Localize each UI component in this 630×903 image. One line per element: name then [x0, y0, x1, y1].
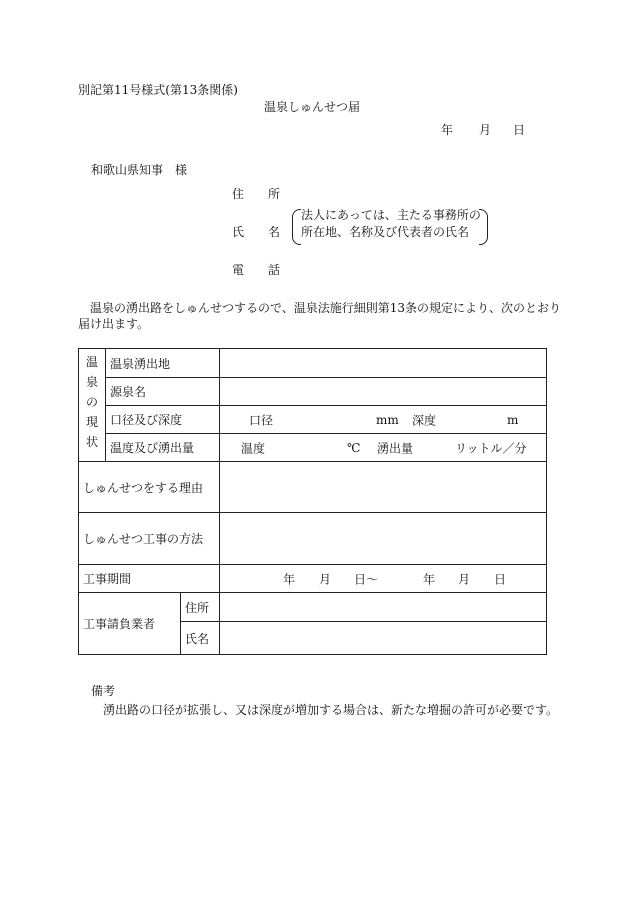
form-title: 温泉しゅんせつ届 — [264, 100, 361, 114]
contractor-label: 工事請負業者 — [79, 593, 181, 655]
body-text-line-1: 温泉の湧出路をしゅんせつするので、温泉法施行細則第13条の規定により、次のとおり — [78, 301, 562, 315]
period-label: 工事期間 — [79, 565, 220, 593]
applicant-name-note-2: 所在地、名称及び代表者の氏名 — [301, 225, 470, 239]
table-row — [79, 349, 547, 378]
section-label-char: の — [85, 395, 98, 409]
applicant-name-label: 氏 名 — [232, 225, 281, 239]
flow-unit: リットル／分 — [455, 441, 527, 455]
date-month-label: 月 — [479, 123, 492, 137]
celsius-unit: ℃ — [347, 440, 361, 455]
m-unit: m — [507, 412, 519, 427]
table-row — [79, 462, 547, 513]
section-label-char: 現 — [85, 415, 98, 429]
contractor-name-label: 氏名 — [181, 622, 220, 655]
table-row — [79, 434, 547, 462]
table-row — [79, 593, 547, 622]
table-row — [79, 406, 547, 434]
period-start-month: 月 — [319, 572, 332, 586]
diameter-label: 口径 — [249, 413, 274, 427]
date-year-label: 年 — [441, 123, 454, 137]
flow-label: 湧出量 — [377, 441, 414, 455]
applicant-phone-label: 電 話 — [232, 263, 281, 277]
temperature-label: 温度 — [241, 441, 266, 455]
period-end-year: 年 — [423, 572, 436, 586]
contractor-address-field[interactable] — [220, 593, 547, 622]
depth-label: 深度 — [412, 413, 437, 427]
table-row — [79, 513, 547, 565]
section-label-vertical — [79, 349, 106, 462]
section-label-char: 温 — [85, 355, 98, 369]
period-end-month: 月 — [458, 572, 471, 586]
location-label: 温泉湧出地 — [106, 349, 220, 378]
diameter-depth-label: 口径及び深度 — [106, 406, 220, 434]
section-label-char: 状 — [85, 435, 98, 449]
notification-table — [78, 348, 547, 655]
date-day-label: 日 — [513, 123, 526, 137]
contractor-name-field[interactable] — [220, 622, 547, 655]
contractor-address-label: 住所 — [181, 593, 220, 622]
source-name-field[interactable] — [220, 378, 547, 406]
method-field[interactable] — [220, 513, 547, 565]
section-label-char: 泉 — [85, 375, 98, 389]
diameter-depth-field[interactable] — [220, 406, 547, 434]
method-label: しゅんせつ工事の方法 — [79, 513, 220, 565]
mm-unit: mm — [376, 412, 399, 427]
period-end-day: 日 — [494, 572, 507, 586]
period-start-year: 年 — [283, 572, 296, 586]
applicant-address-label: 住 所 — [232, 187, 281, 201]
reason-label: しゅんせつをする理由 — [79, 462, 220, 513]
form-reference: 別記第11号様式(第13条関係) — [78, 83, 238, 97]
remarks-text: 湧出路の口径が拡張し、又は深度が増加する場合は、新たな増掘の許可が必要です。 — [103, 703, 559, 717]
period-start-day: 日～ — [354, 572, 379, 586]
temp-flow-field[interactable] — [220, 434, 547, 462]
temp-flow-label: 温度及び湧出量 — [106, 434, 220, 462]
source-name-label: 源泉名 — [106, 378, 220, 406]
table-row — [79, 565, 547, 593]
reason-field[interactable] — [220, 462, 547, 513]
applicant-name-note-1: 法人にあっては、主たる事務所の — [301, 208, 481, 222]
note-bracket-left — [292, 209, 301, 245]
addressee: 和歌山県知事 様 — [91, 163, 188, 177]
remarks-heading: 備考 — [91, 684, 116, 698]
period-field[interactable] — [220, 565, 547, 593]
location-field[interactable] — [220, 349, 547, 378]
table-row — [79, 378, 547, 406]
body-text-line-2: 届け出ます。 — [78, 317, 150, 331]
note-bracket-right — [479, 209, 488, 245]
